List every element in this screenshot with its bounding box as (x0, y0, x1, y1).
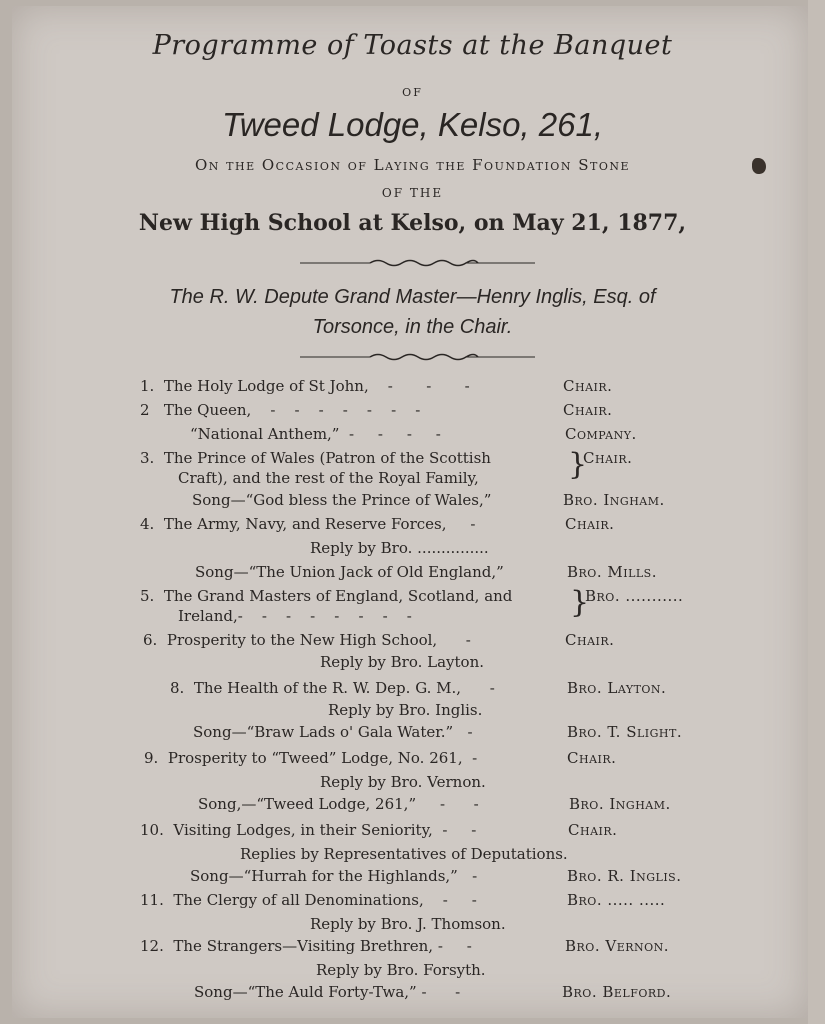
title-of: OF (402, 86, 423, 99)
of-the-line: OF THE (381, 186, 444, 200)
toast-line: 10. Visiting Lodges, in their Seniority, - - (140, 821, 477, 839)
brace-3: } (568, 447, 588, 482)
toast-responder: Bro. R. Inglis. (567, 867, 682, 885)
toast-responder: Bro. Vernon. (565, 937, 670, 955)
toast-line: Song—“Hurrah for the Highlands,” - (190, 867, 478, 885)
toast-responder: Chair. (568, 821, 618, 839)
page-edge (808, 0, 825, 1024)
toast-line: 12. The Strangers—Visiting Brethren, - - (140, 937, 472, 955)
toast-line: “National Anthem,” - - - - (190, 425, 441, 443)
chair-line-1: The R. W. Depute Grand Master—Henry Inglis, Esq. of (169, 286, 656, 308)
toast-line: Replies by Representatives of Deputations. (240, 845, 568, 863)
toast-responder: Bro. Belford. (562, 983, 672, 1001)
toast-responder: Company. (565, 425, 637, 443)
toast-line: 2 The Queen, - - - - - - - (140, 401, 421, 419)
toast-responder: Bro. Ingham. (569, 795, 671, 813)
toast-line: Reply by Bro. Layton. (320, 653, 485, 671)
lodge-name: Tweed Lodge, Kelso, 261, (222, 106, 603, 143)
toast-line: Song—“God bless the Prince of Wales,” (192, 491, 492, 509)
toast-line: 6. Prosperity to the New High School, - (143, 631, 471, 649)
toast-responder: Chair. (567, 749, 617, 767)
toast-responder: Bro. ........... (585, 587, 684, 605)
toast-line: Reply by Bro. Inglis. (328, 701, 483, 719)
toast-line: Craft), and the rest of the Royal Family, (178, 469, 479, 487)
occasion-line: On the Occasion of Laying the Foundation Stone (194, 156, 631, 174)
toast-line: Song—“The Auld Forty-Twa,” - - (194, 983, 461, 1001)
toast-line: 8. The Health of the R. W. Dep. G. M., - (170, 679, 495, 697)
toast-line: 4. The Army, Navy, and Reserve Forces, - (140, 515, 476, 533)
toast-line: 5. The Grand Masters of England, Scotland, and (140, 587, 513, 605)
toast-line: Song,—“Tweed Lodge, 261,” - - (198, 795, 479, 813)
school-line: New High School at Kelso, on May 21, 1877, (138, 210, 687, 236)
toast-line: 1. The Holy Lodge of St John, - - - (140, 377, 470, 395)
ornament-divider (300, 258, 535, 268)
toast-line: Reply by Bro. Forsyth. (316, 961, 486, 979)
toast-line: Song—“Braw Lads o' Gala Water.” - (193, 723, 473, 741)
toast-responder: Chair. (583, 449, 633, 467)
ornament-divider-2 (300, 352, 535, 362)
brace-5: } (570, 585, 590, 620)
programme-title: Programme of Toasts at the Banquet (152, 30, 673, 61)
toast-responder: Chair. (565, 631, 615, 649)
toast-responder: Chair. (563, 401, 613, 419)
toast-line: 9. Prosperity to “Tweed” Lodge, No. 261, - (144, 749, 478, 767)
toast-line: 3. The Prince of Wales (Patron of the Scottish (140, 449, 491, 467)
toast-responder: Bro. Ingham. (563, 491, 665, 509)
toast-responder: Chair. (565, 515, 615, 533)
chair-statement (0, 282, 825, 342)
toast-responder: Bro. T. Slight. (567, 723, 683, 741)
toast-line: Reply by Bro. ............... (310, 539, 489, 557)
chair-line-2: Torsonce, in the Chair. (312, 316, 513, 338)
toast-line: Reply by Bro. J. Thomson. (310, 915, 506, 933)
toast-line: Reply by Bro. Vernon. (320, 773, 486, 791)
toast-line: 11. The Clergy of all Denominations, - - (140, 891, 477, 909)
toast-line: Song—“The Union Jack of Old England,” (195, 563, 504, 581)
toast-responder: Bro. ..... ..... (567, 891, 666, 909)
toast-responder: Bro. Mills. (567, 563, 657, 581)
toast-responder: Bro. Layton. (567, 679, 667, 697)
toast-line: Ireland,- - - - - - - - (178, 607, 412, 625)
toast-responder: Chair. (563, 377, 613, 395)
